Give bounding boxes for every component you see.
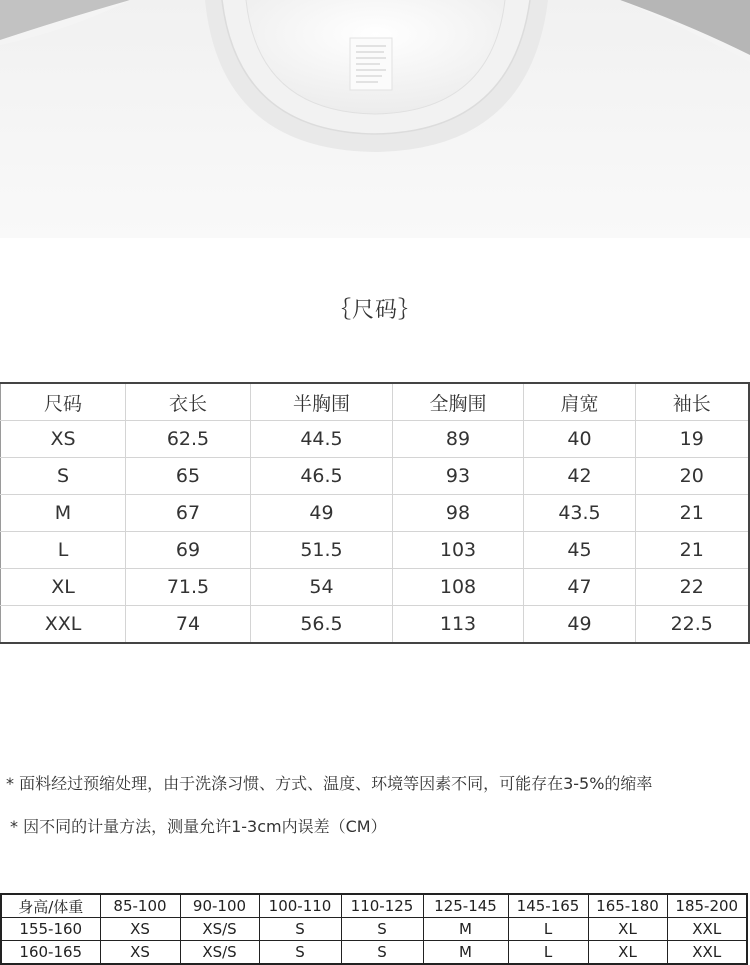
table-cell: 74: [126, 606, 251, 644]
header-cell: 尺码: [1, 383, 126, 421]
table-row: [1, 918, 747, 941]
table-cell: XL: [1, 569, 126, 606]
table-cell: XXL: [1, 606, 126, 644]
table-cell: XL: [588, 918, 667, 941]
header-cell: 145-165: [508, 894, 588, 918]
header-cell: 110-125: [341, 894, 423, 918]
table-cell: L: [508, 918, 588, 941]
header-cell: 肩宽: [524, 383, 636, 421]
table-cell: S: [341, 941, 423, 965]
table-cell: 49: [251, 495, 393, 532]
table-cell: 46.5: [251, 458, 393, 495]
table-cell: S: [341, 918, 423, 941]
table-cell: 155-160: [1, 918, 100, 941]
size-chart-table: [0, 382, 750, 644]
table-cell: 40: [524, 421, 636, 458]
header-cell: 衣长: [126, 383, 251, 421]
table-cell: 67: [126, 495, 251, 532]
header-cell: 85-100: [100, 894, 180, 918]
table-cell: 93: [393, 458, 524, 495]
table-row: [1, 495, 749, 532]
table-cell: L: [508, 941, 588, 965]
product-photo: [0, 0, 750, 238]
table-cell: M: [423, 918, 508, 941]
table-cell: 42: [524, 458, 636, 495]
table-cell: 44.5: [251, 421, 393, 458]
table-cell: M: [423, 941, 508, 965]
table-cell: 19: [636, 421, 749, 458]
table-cell: 22: [636, 569, 749, 606]
table-cell: XXL: [667, 918, 747, 941]
table-cell: 54: [251, 569, 393, 606]
header-cell: 90-100: [180, 894, 259, 918]
table-cell: XS/S: [180, 941, 259, 965]
header-cell: 100-110: [259, 894, 341, 918]
header-cell: 165-180: [588, 894, 667, 918]
table-cell: 71.5: [126, 569, 251, 606]
table-cell: 20: [636, 458, 749, 495]
table-cell: S: [259, 941, 341, 965]
table-cell: 43.5: [524, 495, 636, 532]
table-cell: 89: [393, 421, 524, 458]
table-cell: M: [1, 495, 126, 532]
table-cell: XS: [1, 421, 126, 458]
shrinkage-note: * 面料经过预缩处理，由于洗涤习惯、方式、温度、环境等因素不同，可能存在3-5%的缩率: [6, 774, 653, 793]
table-cell: S: [259, 918, 341, 941]
header-cell: 身高/体重: [1, 894, 100, 918]
table-row: [1, 532, 749, 569]
table-row: [1, 941, 747, 965]
table-cell: 47: [524, 569, 636, 606]
header-cell: 半胸围: [251, 383, 393, 421]
size-chart-header-row: [1, 383, 749, 421]
table-cell: 113: [393, 606, 524, 644]
table-cell: XS/S: [180, 918, 259, 941]
header-cell: 185-200: [667, 894, 747, 918]
recommendation-header-row: [1, 894, 747, 918]
table-cell: 98: [393, 495, 524, 532]
table-row: [1, 421, 749, 458]
table-cell: 56.5: [251, 606, 393, 644]
table-cell: XXL: [667, 941, 747, 965]
table-row: [1, 569, 749, 606]
tshirt-neckline-image: [0, 0, 750, 238]
header-cell: 125-145: [423, 894, 508, 918]
table-cell: 108: [393, 569, 524, 606]
table-cell: 22.5: [636, 606, 749, 644]
measurement-note: * 因不同的计量方法，测量允许1-3cm内误差（CM）: [10, 817, 387, 836]
table-cell: XL: [588, 941, 667, 965]
table-row: [1, 458, 749, 495]
section-title: ｛尺码｝: [328, 298, 421, 323]
size-recommendation-table: [0, 893, 748, 965]
table-cell: 21: [636, 532, 749, 569]
table-cell: XS: [100, 918, 180, 941]
table-row: [1, 606, 749, 644]
table-cell: 21: [636, 495, 749, 532]
table-cell: XS: [100, 941, 180, 965]
table-cell: 69: [126, 532, 251, 569]
header-cell: 全胸围: [393, 383, 524, 421]
table-cell: 65: [126, 458, 251, 495]
table-cell: 62.5: [126, 421, 251, 458]
table-cell: 45: [524, 532, 636, 569]
table-cell: 103: [393, 532, 524, 569]
table-cell: 49: [524, 606, 636, 644]
table-cell: L: [1, 532, 126, 569]
table-cell: 51.5: [251, 532, 393, 569]
header-cell: 袖长: [636, 383, 749, 421]
table-cell: 160-165: [1, 941, 100, 965]
table-cell: S: [1, 458, 126, 495]
